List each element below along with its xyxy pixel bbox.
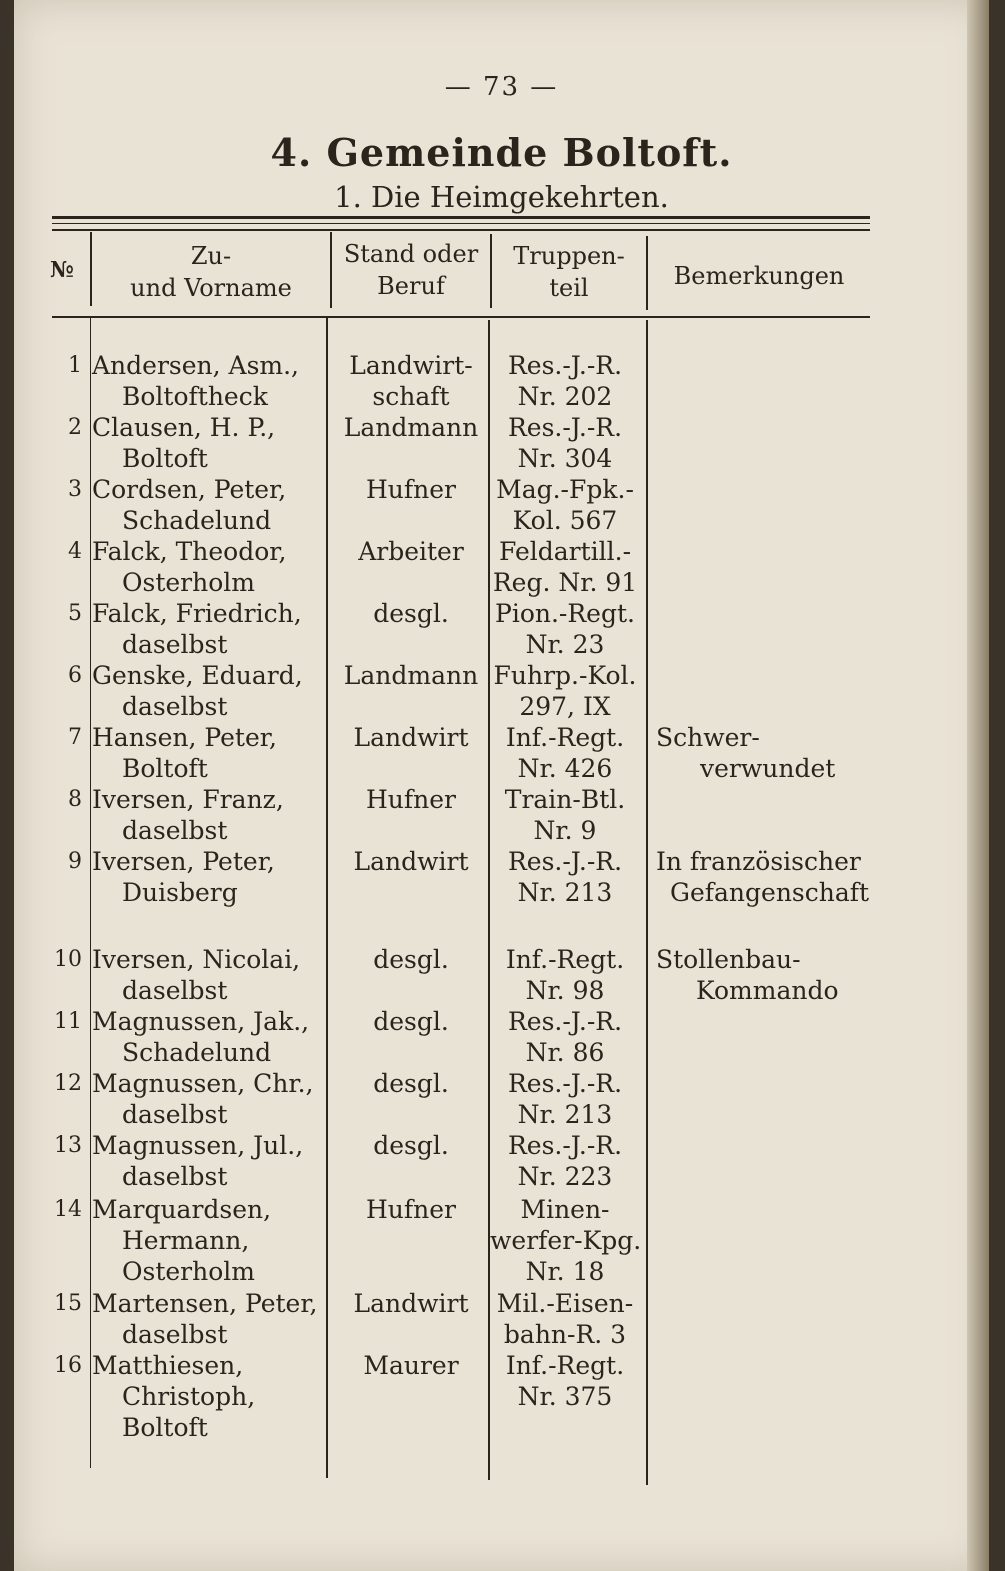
header-number: № <box>50 257 74 283</box>
table-row <box>14 1288 989 1350</box>
row-occupation: Hufner <box>365 475 456 504</box>
table-row <box>14 944 989 1006</box>
row-number: 2 <box>68 415 82 440</box>
row-occupation: Maurer <box>363 1351 459 1380</box>
row-number: 1 <box>68 353 82 378</box>
header-occupation-line1: Stand oder <box>343 240 479 268</box>
table-row <box>14 1194 989 1288</box>
row-occupation: Landwirt <box>353 723 469 752</box>
table-row <box>14 598 989 660</box>
row-name: Hansen, Peter, Boltoft <box>92 723 277 783</box>
row-occupation: Hufner <box>365 1195 456 1224</box>
book-page <box>14 0 989 1571</box>
table-row <box>14 784 989 846</box>
row-name: Falck, Theodor, Osterholm <box>92 537 287 597</box>
header-occupation-line2: Beruf <box>377 272 445 300</box>
table-row <box>14 722 989 784</box>
row-name: Iversen, Nicolai, daselbst <box>92 945 301 1005</box>
row-occupation: Arbeiter <box>358 537 464 566</box>
table-row <box>14 1350 989 1444</box>
row-name: Magnussen, Chr., daselbst <box>92 1069 314 1129</box>
row-occupation: Landwirt <box>353 847 469 876</box>
row-occupation: Landmann <box>343 413 479 442</box>
row-number: 12 <box>54 1071 82 1096</box>
row-number: 8 <box>68 787 82 812</box>
table-row <box>14 660 989 722</box>
header-unit-line1: Truppen- <box>513 242 625 270</box>
row-name: Cordsen, Peter, Schadelund <box>92 475 287 535</box>
row-name: Matthiesen, Christoph, Boltoft <box>92 1351 256 1442</box>
row-number: 13 <box>54 1133 82 1158</box>
header-name <box>92 240 330 304</box>
row-name: Clausen, H. P., Boltoft <box>92 413 276 473</box>
table-row <box>14 412 989 474</box>
row-unit: Res.-J.-R. Nr. 202 <box>507 351 623 411</box>
row-unit: Inf.-Regt. Nr. 375 <box>505 1351 625 1411</box>
header-name-line1: Zu- <box>190 242 232 270</box>
table-row <box>14 474 989 536</box>
row-unit: Mag.-Fpk.- Kol. 567 <box>496 475 634 535</box>
table-row <box>14 536 989 598</box>
row-number: 5 <box>68 601 82 626</box>
table-row <box>14 350 989 412</box>
row-unit: Res.-J.-R. Nr. 223 <box>507 1131 623 1191</box>
row-occupation: Landwirt- schaft <box>349 351 473 411</box>
row-remarks: Schwer- verwundet <box>656 723 836 783</box>
row-unit: Minen- werfer-Kpg. Nr. 18 <box>490 1195 642 1286</box>
table-row <box>14 1006 989 1068</box>
row-number: 6 <box>68 663 82 688</box>
header-occupation <box>332 238 490 302</box>
header-bottom-rule <box>52 316 870 318</box>
row-number: 14 <box>54 1197 82 1222</box>
row-unit: Inf.-Regt. Nr. 426 <box>505 723 625 783</box>
row-occupation: desgl. <box>373 1131 449 1160</box>
row-number: 9 <box>68 849 82 874</box>
row-number: 16 <box>54 1353 82 1378</box>
row-name: Martensen, Peter, daselbst <box>92 1289 318 1349</box>
row-name: Falck, Friedrich, daselbst <box>92 599 302 659</box>
row-number: 3 <box>68 477 82 502</box>
row-unit: Mil.-Eisen- bahn-R. 3 <box>496 1289 634 1349</box>
row-number: 4 <box>68 539 82 564</box>
row-number: 7 <box>68 725 82 750</box>
row-unit: Res.-J.-R. Nr. 86 <box>507 1007 623 1067</box>
row-unit: Res.-J.-R. Nr. 213 <box>507 1069 623 1129</box>
row-unit: Fuhrp.-Kol. 297, IX <box>493 661 637 721</box>
top-rule-thick <box>52 216 870 219</box>
row-number: 15 <box>54 1291 82 1316</box>
subsection-title: 1. Die Heimgekehrten. <box>334 180 669 214</box>
row-number: 11 <box>54 1009 82 1034</box>
row-name: Magnussen, Jak., Schadelund <box>92 1007 310 1067</box>
row-name: Marquardsen, Hermann, Osterholm <box>92 1195 272 1286</box>
row-name: Genske, Eduard, daselbst <box>92 661 303 721</box>
row-remarks: Stollenbau- Kommando <box>656 945 839 1005</box>
row-unit: Inf.-Regt. Nr. 98 <box>505 945 625 1005</box>
header-name-line2: und Vorname <box>130 274 292 302</box>
row-remarks: In französischer Gefangenschaft <box>656 847 870 907</box>
header-unit-line2: teil <box>549 274 589 302</box>
header-unit <box>492 240 646 304</box>
top-rule-inner <box>52 229 870 231</box>
row-number: 10 <box>54 947 82 972</box>
table-row <box>14 1068 989 1130</box>
row-name: Iversen, Peter, Duisberg <box>92 847 275 907</box>
row-occupation: desgl. <box>373 599 449 628</box>
row-unit: Res.-J.-R. Nr. 213 <box>507 847 623 907</box>
row-occupation: Landmann <box>343 661 479 690</box>
row-unit: Pion.-Regt. Nr. 23 <box>495 599 635 659</box>
header-remarks: Bemerkungen <box>673 262 845 290</box>
top-rule-thin <box>52 223 870 224</box>
row-name: Iversen, Franz, daselbst <box>92 785 284 845</box>
row-unit: Res.-J.-R. Nr. 304 <box>507 413 623 473</box>
table-row <box>14 1130 989 1192</box>
table-row <box>14 846 989 908</box>
row-occupation: Landwirt <box>353 1289 469 1318</box>
row-occupation: desgl. <box>373 1007 449 1036</box>
row-occupation: desgl. <box>373 1069 449 1098</box>
section-title: 4. Gemeinde Boltoft. <box>270 130 733 175</box>
page-number: — 73 — <box>444 72 559 102</box>
row-occupation: Hufner <box>365 785 456 814</box>
row-name: Magnussen, Jul., daselbst <box>92 1131 304 1191</box>
row-unit: Train-Btl. Nr. 9 <box>504 785 626 845</box>
row-occupation: desgl. <box>373 945 449 974</box>
row-name: Andersen, Asm., Boltoftheck <box>92 351 300 411</box>
row-unit: Feldartill.- Reg. Nr. 91 <box>492 537 638 597</box>
